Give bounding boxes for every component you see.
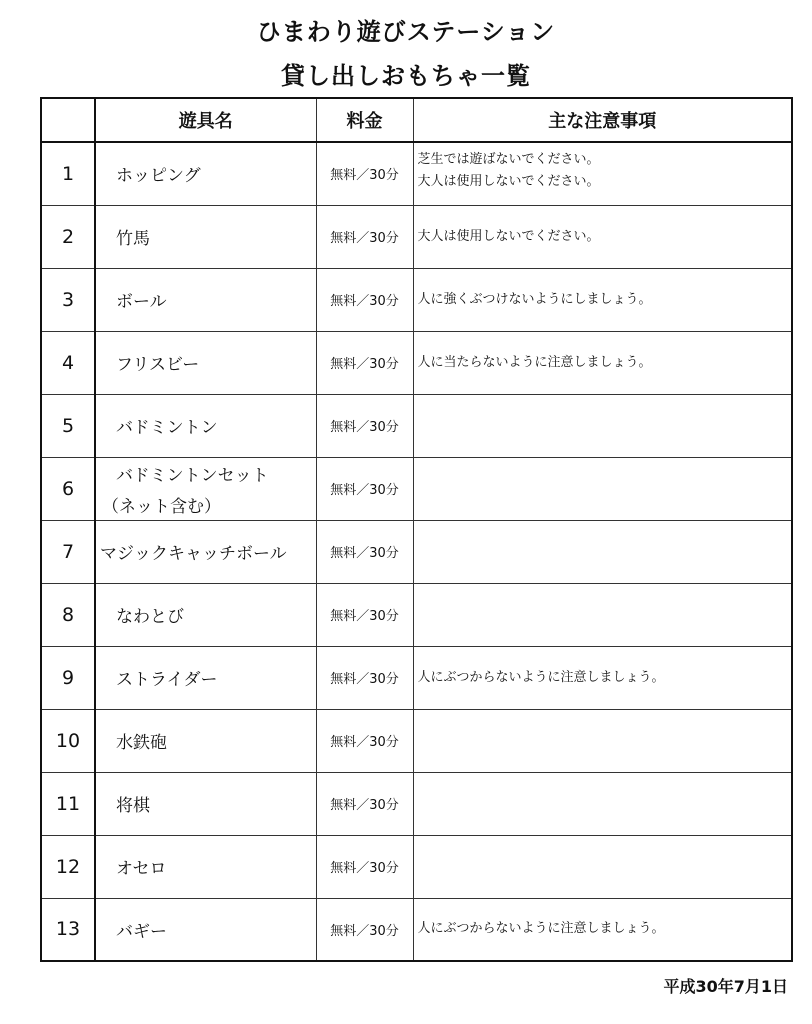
- toy-fee: 無料／30分: [316, 205, 413, 268]
- toy-name-text: フリスビー: [116, 355, 200, 375]
- toy-name: [95, 520, 316, 583]
- toy-name: [95, 646, 316, 709]
- row-number: 11: [41, 772, 95, 835]
- table-row: [41, 520, 792, 583]
- toy-name: [95, 835, 316, 898]
- toy-name-text: ストライダー: [116, 670, 218, 690]
- toy-notes: [413, 457, 792, 520]
- toy-fee: 無料／30分: [316, 898, 413, 961]
- toy-name-subtext: （ネット含む）: [102, 496, 221, 517]
- toy-fee: 無料／30分: [316, 142, 413, 205]
- toy-name: [95, 142, 316, 205]
- toy-name-text: マジックキャッチボール: [100, 544, 287, 564]
- table-row: [41, 268, 792, 331]
- toy-notes: [413, 331, 792, 394]
- toy-name-text: 将棋: [116, 796, 150, 816]
- toy-notes: [413, 646, 792, 709]
- toy-name-text: ホッピング: [116, 166, 201, 187]
- toy-fee: 無料／30分: [316, 646, 413, 709]
- page-subtitle: 貸し出しおもちゃ一覧: [281, 62, 531, 90]
- table-row: [41, 772, 792, 835]
- note-line: 芝生では遊ばないでください。: [417, 152, 600, 167]
- toy-notes: [413, 709, 792, 772]
- row-number: 9: [41, 646, 95, 709]
- note-line: 人にぶつからないように注意しましょう。: [417, 921, 665, 937]
- toy-notes: [413, 583, 792, 646]
- row-number: 7: [41, 520, 95, 583]
- note-line: 大人は使用しないでください。: [417, 174, 600, 189]
- toy-name: [95, 205, 316, 268]
- row-number: 3: [41, 268, 95, 331]
- row-number: 6: [41, 457, 95, 520]
- toy-name-text: オセロ: [116, 859, 167, 879]
- table-row: [41, 646, 792, 709]
- toy-notes: [413, 772, 792, 835]
- toy-name-text: バドミントン: [116, 418, 218, 438]
- toy-notes: [413, 520, 792, 583]
- toy-notes: [413, 205, 792, 268]
- table-row: [41, 331, 792, 394]
- toy-name-text: バドミントンセット: [116, 465, 269, 486]
- table-row: [41, 394, 792, 457]
- toy-fee: 無料／30分: [316, 709, 413, 772]
- toy-name-text: 竹馬: [116, 229, 150, 249]
- toy-fee: 無料／30分: [316, 583, 413, 646]
- toy-notes: [413, 835, 792, 898]
- toy-notes: [413, 268, 792, 331]
- table-row: [41, 709, 792, 772]
- toy-name: [95, 898, 316, 961]
- note-line: 人にぶつからないように注意しましょう。: [417, 669, 665, 685]
- page-title: ひまわり遊びステーション: [256, 18, 556, 46]
- table-header-row: [41, 98, 792, 142]
- toy-name: [95, 394, 316, 457]
- note-line: 大人は使用しないでください。: [417, 228, 600, 244]
- table-row: [41, 205, 792, 268]
- toy-name-text: バギー: [116, 921, 167, 942]
- toy-name: [95, 709, 316, 772]
- toy-name: [95, 268, 316, 331]
- note-line: 人に当たらないように注意しましょう。: [417, 354, 652, 370]
- header-fee: 料金: [316, 98, 413, 142]
- toy-notes: [413, 142, 792, 205]
- row-number: 5: [41, 394, 95, 457]
- table-row: [41, 457, 792, 520]
- toy-name: [95, 331, 316, 394]
- toy-fee: 無料／30分: [316, 772, 413, 835]
- note-line: 人に強くぶつけないようにしましょう。: [417, 291, 652, 307]
- toy-rental-table: [40, 97, 793, 962]
- table-row: [41, 835, 792, 898]
- toy-name-text: 水鉄砲: [116, 733, 167, 753]
- header-toy-name: 遊具名: [95, 98, 316, 142]
- toy-fee: 無料／30分: [316, 394, 413, 457]
- table-row: [41, 898, 792, 961]
- toy-name: [95, 583, 316, 646]
- toy-fee: 無料／30分: [316, 331, 413, 394]
- toy-fee: 無料／30分: [316, 835, 413, 898]
- toy-notes: [413, 394, 792, 457]
- toy-name: [95, 457, 316, 520]
- header-number: [41, 98, 95, 142]
- row-number: 4: [41, 331, 95, 394]
- toy-name: [95, 772, 316, 835]
- header-notes: 主な注意事項: [413, 98, 792, 142]
- toy-fee: 無料／30分: [316, 520, 413, 583]
- row-number: 1: [41, 142, 95, 205]
- table-body: [41, 142, 792, 961]
- row-number: 8: [41, 583, 95, 646]
- row-number: 10: [41, 709, 95, 772]
- row-number: 2: [41, 205, 95, 268]
- row-number: 13: [41, 898, 95, 961]
- table-row: [41, 142, 792, 205]
- toy-notes: [413, 898, 792, 961]
- toy-fee: 無料／30分: [316, 457, 413, 520]
- toy-fee: 無料／30分: [316, 268, 413, 331]
- date-label: 平成30年7月1日: [663, 977, 788, 996]
- toy-name-text: なわとび: [116, 607, 184, 627]
- table-row: [41, 583, 792, 646]
- row-number: 12: [41, 835, 95, 898]
- toy-name-text: ボール: [116, 292, 167, 312]
